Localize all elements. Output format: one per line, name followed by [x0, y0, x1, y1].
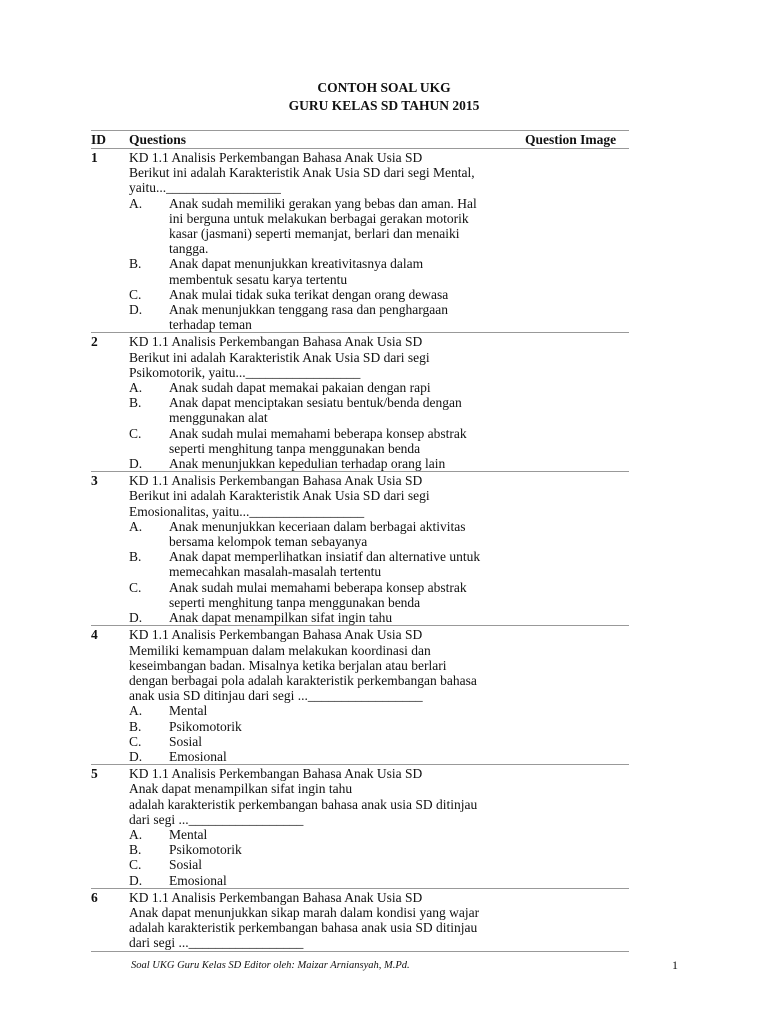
question-text-line: Anak dapat menunjukkan sikap marah dalam kondisi yang wajar: [129, 904, 480, 920]
answer-option: [129, 749, 521, 764]
option-text-line: membentuk sesatu karya tertentu: [169, 271, 348, 287]
answer-option: [129, 873, 521, 888]
answer-option: [129, 703, 521, 718]
answer-option: [129, 857, 521, 872]
answer-option: [129, 380, 521, 395]
question-text-line: Psikomotorik, yaitu..._________________: [129, 364, 361, 380]
option-text-line: menggunakan alat: [169, 410, 268, 426]
option-label: C.: [129, 425, 142, 441]
option-label: D.: [129, 748, 143, 764]
question-content: [129, 766, 521, 888]
option-text-line: Sosial: [169, 733, 203, 749]
question-text-line: adalah karakteristik perkembangan bahasa anak usia SD ditinjau: [129, 920, 478, 936]
option-text-line: Mental: [169, 826, 208, 842]
answer-option: [129, 519, 521, 549]
option-label: C.: [129, 286, 142, 302]
option-text-line: Anak sudah memiliki gerakan yang bebas dan aman. Hal: [169, 195, 477, 211]
table-row: [91, 472, 629, 626]
option-text-line: Psikomotorik: [169, 842, 242, 858]
answer-option: [129, 302, 521, 332]
table-row: [91, 765, 629, 889]
option-text-line: Emosional: [169, 872, 227, 888]
answer-option: [129, 719, 521, 734]
question-text-line: KD 1.1 Analisis Perkembangan Bahasa Anak Usia SD: [129, 889, 423, 905]
option-text-line: Anak dapat memperlihatkan insiatif dan alternative untuk: [169, 549, 481, 565]
table-row: [91, 626, 629, 765]
answer-option: [129, 287, 521, 302]
question-text-line: yaitu..._________________: [129, 180, 281, 196]
table-header: [91, 130, 629, 149]
question-text-line: adalah karakteristik perkembangan bahasa anak usia SD ditinjau: [129, 796, 478, 812]
option-text-line: Anak menunjukkan tenggang rasa dan penghargaan: [169, 302, 449, 318]
questions-table: [91, 130, 629, 952]
option-label: C.: [129, 733, 142, 749]
document-title-line-2: GURU KELAS SD TAHUN 2015: [288, 98, 480, 113]
option-text-line: bersama kelompok teman sebayanya: [169, 534, 368, 550]
question-content: [129, 473, 521, 625]
option-label: B.: [129, 256, 142, 272]
option-text-line: kasar (jasmani) seperti memanjat, berlari dan menaiki: [169, 226, 460, 242]
answer-option: [129, 256, 521, 286]
table-row: [91, 149, 629, 333]
option-text-line: memecahkan masalah-masalah tertentu: [169, 564, 382, 580]
question-text-line: KD 1.1 Analisis Perkembangan Bahasa Anak Usia SD: [129, 627, 423, 643]
answer-option: [129, 827, 521, 842]
option-label: A.: [129, 826, 143, 842]
answer-option: [129, 610, 521, 625]
option-text-line: Mental: [169, 703, 208, 719]
question-id: 6: [91, 889, 98, 905]
answer-option: [129, 842, 521, 857]
option-label: A.: [129, 703, 143, 719]
question-text-line: dari segi ..._________________: [129, 811, 304, 827]
question-id: 5: [91, 766, 98, 782]
option-label: B.: [129, 549, 142, 565]
question-text-line: anak usia SD ditinjau dari segi ..._________________: [129, 688, 423, 704]
question-id: 4: [91, 627, 98, 643]
option-text-line: Anak mulai tidak suka terikat dengan orang dewasa: [169, 286, 449, 302]
option-text-line: Anak dapat menciptakan sesiatu bentuk/benda dengan: [169, 395, 462, 411]
table-row: [91, 889, 629, 952]
option-text-line: Anak sudah mulai memahami beberapa konsep abstrak: [169, 425, 467, 441]
document-title-line-1: CONTOH SOAL UKG: [317, 80, 451, 95]
option-label: B.: [129, 395, 142, 411]
question-text-line: dengan berbagai pola adalah karakteristik perkembangan bahasa: [129, 672, 477, 688]
option-text-line: Emosional: [169, 748, 227, 764]
option-label: D.: [129, 872, 143, 888]
option-label: B.: [129, 718, 142, 734]
answer-option: [129, 426, 521, 456]
question-text-line: Berikut ini adalah Karakteristik Anak Usia SD dari segi Mental,: [129, 165, 475, 181]
header-id: ID: [91, 132, 107, 147]
option-label: A.: [129, 380, 143, 396]
option-text-line: seperti menghitung tanpa menggunakan benda: [169, 594, 421, 610]
option-text-line: Anak sudah mulai memahami beberapa konsep abstrak: [169, 579, 467, 595]
header-questions: Questions: [129, 132, 187, 147]
page-footer: Soal UKG Guru Kelas SD Editor oleh: Maizar Arniansyah, M.Pd.: [131, 960, 410, 971]
answer-option: [129, 196, 521, 257]
option-text-line: terhadap teman: [169, 317, 252, 333]
question-id: 2: [91, 334, 98, 350]
question-id: 3: [91, 473, 98, 489]
answer-option: [129, 549, 521, 579]
header-question-image: Question Image: [525, 132, 617, 147]
option-text-line: ini berguna untuk melakukan berbagai gerakan motorik: [169, 210, 469, 226]
question-text-line: Berikut ini adalah Karakteristik Anak Usia SD dari segi: [129, 488, 430, 504]
answer-option: [129, 395, 521, 425]
option-label: D.: [129, 302, 143, 318]
question-text-line: Emosionalitas, yaitu..._________________: [129, 503, 365, 519]
answer-option: [129, 456, 521, 471]
option-label: A.: [129, 518, 143, 534]
option-text-line: Anak sudah dapat memakai pakaian dengan rapi: [169, 380, 431, 396]
option-text-line: Anak menunjukkan keceriaan dalam berbagai aktivitas: [169, 518, 466, 534]
question-text-line: Berikut ini adalah Karakteristik Anak Usia SD dari segi: [129, 349, 430, 365]
option-label: D.: [129, 456, 143, 472]
question-text-line: Anak dapat menampilkan sifat ingin tahu: [129, 781, 353, 797]
table-row: [91, 333, 629, 472]
option-text-line: Anak dapat menampilkan sifat ingin tahu: [169, 610, 393, 626]
option-label: D.: [129, 610, 143, 626]
option-text-line: seperti menghitung tanpa menggunakan benda: [169, 440, 421, 456]
question-text-line: KD 1.1 Analisis Perkembangan Bahasa Anak Usia SD: [129, 334, 423, 350]
answer-option: [129, 734, 521, 749]
answer-option: [129, 580, 521, 610]
page-number: 1: [672, 958, 678, 972]
question-id: 1: [91, 150, 98, 165]
question-text-line: keseimbangan badan. Misalnya ketika berjalan atau berlari: [129, 657, 447, 673]
question-content: [129, 890, 521, 951]
question-content: [129, 150, 521, 332]
question-text-line: Memiliki kemampuan dalam melakukan koordinasi dan: [129, 642, 431, 658]
option-text-line: Anak dapat menunjukkan kreativitasnya dalam: [169, 256, 424, 272]
option-text-line: Anak menunjukkan kepedulian terhadap orang lain: [169, 456, 446, 472]
option-text-line: Psikomotorik: [169, 718, 242, 734]
question-text-line: dari segi ..._________________: [129, 935, 304, 951]
question-text-line: KD 1.1 Analisis Perkembangan Bahasa Anak Usia SD: [129, 766, 423, 782]
option-text-line: tangga.: [169, 241, 209, 257]
question-text-line: KD 1.1 Analisis Perkembangan Bahasa Anak Usia SD: [129, 473, 423, 489]
option-label: A.: [129, 195, 143, 211]
option-label: C.: [129, 857, 142, 873]
question-content: [129, 627, 521, 764]
question-content: [129, 334, 521, 471]
option-label: B.: [129, 842, 142, 858]
option-text-line: Sosial: [169, 857, 203, 873]
option-label: C.: [129, 579, 142, 595]
question-text-line: KD 1.1 Analisis Perkembangan Bahasa Anak Usia SD: [129, 150, 423, 165]
table-body: [91, 149, 629, 952]
